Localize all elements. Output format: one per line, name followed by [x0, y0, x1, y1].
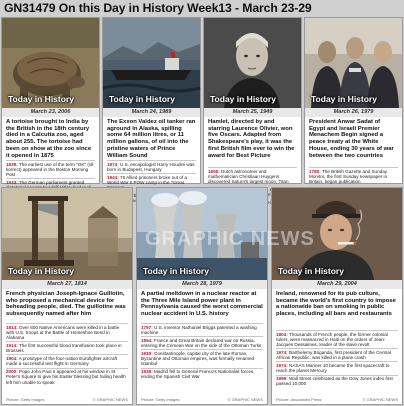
card-march-29 — [272, 188, 402, 404]
list-item: 1854: France and Great Britain declared war on Russia, entering the Crimean War on the side of the Ottoman Turks — [141, 337, 262, 348]
card-lead: Ireland, renowned for its pub culture, became the world's first country to impose a nationwide ban on smoking in public places, including all bars and restaurants — [276, 291, 396, 318]
today-in-history-badge: Today in History — [311, 94, 377, 104]
list-item: 1999: Wall Street celebrated as the Dow Jones index first passed 10,000 — [276, 375, 398, 388]
card-items — [6, 323, 128, 386]
card-march-26 — [305, 18, 402, 183]
list-item: 1839: The earliest use of the term "OK" (oll korrect) appeared in the Boston Morning Post — [6, 161, 94, 178]
card-date: March 26, 1979 — [305, 108, 402, 117]
card-march-28 — [137, 188, 267, 404]
card-photo — [272, 188, 402, 280]
list-item: 1933: The German parliament granted — [6, 178, 95, 196]
card-photo — [137, 188, 267, 280]
list-item: 1939: Madrid fell to General Franco's Nationalist forces, ending the Spanish Civil War — [141, 368, 263, 381]
card-credit: Picture: Associated Press © GRAPHIC NEWS — [276, 397, 398, 402]
title-bar — [0, 0, 404, 17]
card-credit: Picture: Getty Images © GRAPHIC NEWS — [6, 397, 128, 402]
list-item: 1797: U.S. inventor Nathaniel Briggs patented a washing machine — [141, 323, 263, 336]
card-date: March 28, 1979 — [137, 280, 267, 289]
list-item: 1930: Constantinople, capital city of the late Roman, Byzantine and Ottoman empires, was formally renamed Istanbul — [141, 349, 263, 367]
card-photo — [103, 18, 200, 108]
list-item: over — [107, 191, 196, 204]
today-in-history-badge: Today in History — [143, 266, 209, 276]
list-item: 1914: The first successful blood transfusion took place in Brussels — [6, 341, 128, 354]
list-item: 1655: Dutch astronomer and mathematician Christiaan Huygens discovered Saturn's largest moon, Titan — [208, 167, 297, 185]
card-items — [141, 323, 263, 381]
today-in-history-badge: Today in History — [210, 94, 276, 104]
today-in-history-badge: Today in History — [8, 266, 74, 276]
list-item: 1904: A prototype of the four-nation Eurofighter aircraft made a successful test flight in Germany — [6, 354, 128, 367]
card-march-25 — [204, 18, 301, 198]
card-date: March 24, 1989 — [103, 108, 200, 117]
list-item: 1944: 76 Allied prisoners broke out of a World War II POW camp in the "Great — [107, 173, 196, 191]
card-lead: President Anwar Sadat of Egypt and Israeli Premier Menachem Begin signed a peace treaty at the White House, ending 30 years of war between the two countries — [309, 119, 394, 159]
card-lead: A partial meltdown in a nuclear reactor at the Three Mile Island power plant in Pennsylvania caused the worst commercial nuclear accident in U.S. history — [141, 291, 263, 318]
card-items — [276, 330, 398, 388]
card-photo — [2, 188, 132, 280]
card-photo — [2, 18, 99, 108]
card-lead: The Exxon Valdez oil tanker ran aground in Alaska, spilling some 64 million litres, or 11 million gallons, of oil into the pristine waters of Prince William Sound — [107, 119, 196, 159]
card-date: March 27, 1814 — [2, 280, 132, 289]
card-march-27 — [2, 188, 132, 404]
list-item: 1974: NASA's Mariner 10 became the first spacecraft to reach the planet Mercury — [276, 361, 398, 374]
today-in-history-badge: Today in History — [278, 266, 344, 276]
list-item: 1814: Over 800 Native Americans were killed in a battle with U.S. troops at the Battle of Horseshoe Bend in Alabama — [6, 323, 128, 341]
page-title: GN31479 On this Day in History Week13 - March 23-29 — [4, 1, 312, 15]
card-lead: French physician Joseph-Ignace Guillotin, who proposed a mechanical device for beheading people, died. The guillotine was subsequently named after him — [6, 291, 126, 318]
list-item: 2000: Pope John Paul II appeared at his window in St Peter's Square to give his Easter blessing but failing health left him unable to speak — [6, 368, 128, 386]
today-in-history-badge: Today in History — [8, 94, 74, 104]
list-item: 1804: Thousands of French people, the former colonial rulers, were massacred in Haiti on the orders of Jean-Jacques Dessalines, leader of the slave revolt — [276, 330, 398, 348]
card-date: March 29, 2004 — [272, 280, 402, 289]
list-item: 1974: Barthelemy Boganda, first president of the Central African Republic, was killed in a plane crash — [276, 348, 398, 361]
card-lead: Hamlet, directed by and starring Laurence Olivier, won five Oscars. Adapted from Shakespeare's play, it was the first British film ever to win the award for Best Picture — [208, 119, 295, 159]
card-march-23 — [2, 18, 99, 183]
today-in-history-badge: Today in History — [109, 94, 175, 104]
card-march-24 — [103, 18, 200, 204]
list-item: 1874: U.S. escapologist Harry Houdini was born in Budapest, Hungary — [107, 161, 195, 172]
list-item: Community — [208, 185, 297, 198]
list-item: 1780: The British Gazette and Sunday Monitor, the first Sunday newspaper in Britain, began publication — [309, 167, 398, 185]
card-lead: A tortoise brought to India by the British in the 18th century died in a Calcutta zoo, aged about 255. The tortoise had been on show at the zoo since it opened in 1875 — [6, 119, 92, 159]
card-photo — [204, 18, 301, 108]
card-date: March 25, 1949 — [204, 108, 301, 117]
card-photo — [305, 18, 402, 108]
card-date: March 23, 2006 — [2, 108, 99, 117]
watermark: GRAPHIC NEWS — [145, 228, 315, 250]
card-credit: Picture: Getty Images © GRAPHIC NEWS — [141, 397, 263, 402]
